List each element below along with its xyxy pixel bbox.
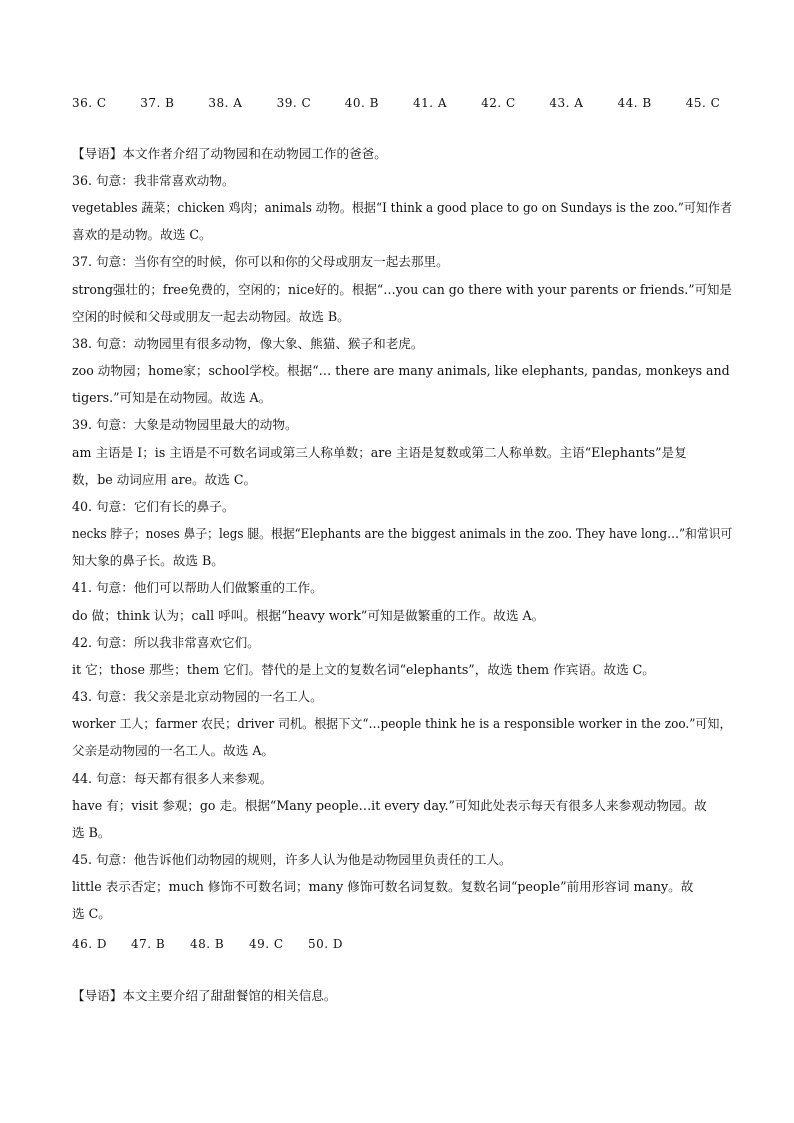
answer-key-item: 47. B xyxy=(131,937,166,951)
explanation-line: worker 工人；farmer 农民；driver 司机。根据下文“…people think he is a responsible worker in the zoo.”可知， xyxy=(72,716,732,731)
section-intro: 【导语】本文作者介绍了动物园和在动物园工作的爸爸。 xyxy=(72,146,387,161)
explanation-line: 40. 句意：它们有长的鼻子。 xyxy=(72,499,235,514)
explanation-line: am 主语是 I；is 主语是不可数名词或第三人称单数；are 主语是复数或第二人称单数。主语“Elephants”是复 xyxy=(72,445,687,460)
answer-key-item: 38. A xyxy=(208,96,243,110)
explanation-line: 选 C。 xyxy=(72,906,111,921)
explanation-line: 37. 句意：当你有空的时候，你可以和你的父母或朋友一起去那里。 xyxy=(72,254,449,269)
answer-key-item: 40. B xyxy=(344,96,379,110)
explanation-line: 44. 句意：每天都有很多人来参观。 xyxy=(72,771,273,786)
explanation-line: tigers.”可知是在动物园。故选 A。 xyxy=(72,390,272,405)
explanation-line: strong强壮的；free免费的，空闲的；nice好的。根据“…you can go there with your parents or friends.”可知是 xyxy=(72,282,733,297)
explanation-line: necks 脖子；noses 鼻子；legs 腿。根据“Elephants are the biggest animals in the zoo. They have long…”和常识可 xyxy=(72,526,733,541)
explanation-line: zoo 动物园；home家；school学校。根据“… there are many animals, like elephants, pandas, monkeys and xyxy=(72,363,730,378)
explanation-line: 36. 句意：我非常喜欢动物。 xyxy=(72,173,235,188)
explanation-line: 38. 句意：动物园里有很多动物，像大象、熊猫、猴子和老虎。 xyxy=(72,336,424,351)
section-intro: 【导语】本文主要介绍了甜甜餐馆的相关信息。 xyxy=(72,988,337,1003)
explanation-line: it 它；those 那些；them 它们。替代的是上文的复数名词“elephants”，故选 them 作宾语。故选 C。 xyxy=(72,662,655,677)
explanation-line: little 表示否定；much 修饰不可数名词；many 修饰可数名词复数。复数名词“people”前用形容词 many。故 xyxy=(72,879,694,894)
explanation-line: 知大象的鼻子长。故选 B。 xyxy=(72,553,224,568)
answer-key-item: 43. A xyxy=(549,96,584,110)
explanation-line: 选 B。 xyxy=(72,825,111,840)
answer-key-item: 42. C xyxy=(481,96,516,110)
explanation-line: 父亲是动物园的一名工人。故选 A。 xyxy=(72,743,275,758)
answer-key-item: 41. A xyxy=(412,96,448,110)
explanation-line: 43. 句意：我父亲是北京动物园的一名工人。 xyxy=(72,689,323,704)
answer-key-row xyxy=(72,937,367,955)
explanation-line: 45. 句意：他告诉他们动物园的规则，许多人认为他是动物园里负责任的工人。 xyxy=(72,852,512,867)
answer-key-row xyxy=(72,96,754,114)
explanation-line: 空闲的时候和父母或朋友一起去动物园。故选 B。 xyxy=(72,309,350,324)
explanation-line: do 做；think 认为；call 呼叫。根据“heavy work”可知是做繁重的工作。故选 A。 xyxy=(72,608,545,623)
answer-key-item: 44. B xyxy=(617,96,652,110)
explanation-line: 39. 句意：大象是动物园里最大的动物。 xyxy=(72,417,298,432)
answer-key-item: 36. C xyxy=(72,96,107,110)
explanation-line: 42. 句意：所以我非常喜欢它们。 xyxy=(72,635,260,650)
answer-key-item: 46. D xyxy=(72,937,108,951)
answer-key-item: 50. D xyxy=(308,937,344,951)
answer-key-item: 49. C xyxy=(249,937,284,951)
explanation-line: vegetables 蔬菜；chicken 鸡肉；animals 动物。根据“I think a good place to go on Sundays is the zoo.”可知作者 xyxy=(72,200,732,215)
answer-key-item: 48. B xyxy=(190,937,225,951)
explanation-line: 41. 句意：他们可以帮助人们做繁重的工作。 xyxy=(72,580,323,595)
answer-key-item: 39. C xyxy=(276,96,312,110)
explanation-line: 喜欢的是动物。故选 C。 xyxy=(72,227,212,242)
answer-key-item: 45. C xyxy=(685,96,721,110)
answer-key-item: 37. B xyxy=(140,96,175,110)
explanation-line: have 有；visit 参观；go 走。根据“Many people…it every day.”可知此处表示每天有很多人来参观动物园。故 xyxy=(72,798,707,813)
explanation-line: 数，be 动词应用 are。故选 C。 xyxy=(72,472,257,487)
